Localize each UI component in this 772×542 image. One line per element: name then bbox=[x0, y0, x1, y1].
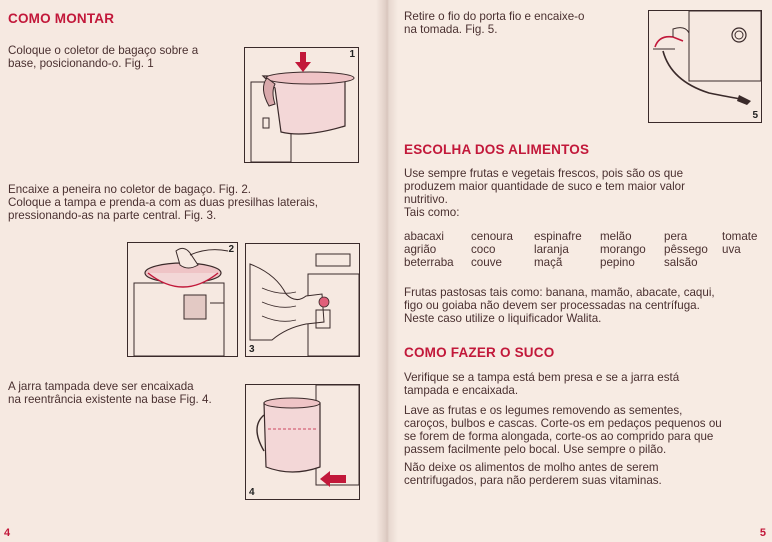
heading-escolha-alimentos: ESCOLHA DOS ALIMENTOS bbox=[404, 142, 590, 157]
food-cell: morango bbox=[600, 243, 646, 256]
fig4-drawing bbox=[246, 385, 359, 499]
foods-row bbox=[404, 230, 766, 243]
food-cell: uva bbox=[722, 243, 741, 256]
figure-4 bbox=[245, 384, 360, 500]
foods-table bbox=[404, 230, 766, 269]
fig4-number: 4 bbox=[249, 487, 255, 498]
pasty-fruits-text: Frutas pastosas tais como: banana, mamão, abacate, caqui, figo ou goiaba não devem ser processadas na centrífuga. Neste caso utilize o liquificador Walita. bbox=[404, 286, 715, 325]
juice-paragraph-2: Lave as frutas e os legumes removendo as sementes, caroços, bulbos e cascas. Corte-os em pedaços pequenos ou se forem de forma alongada, corte-os ao comprido para que passem facilmente pelo bocal. Use sempre o pilão. bbox=[404, 404, 722, 456]
heading-como-montar: COMO MONTAR bbox=[8, 11, 115, 26]
food-cell: laranja bbox=[534, 243, 569, 256]
food-cell: abacaxi bbox=[404, 230, 444, 243]
food-cell: pera bbox=[664, 230, 688, 243]
page-number-left: 4 bbox=[4, 527, 11, 539]
right-page bbox=[386, 0, 772, 542]
figure-1 bbox=[244, 47, 359, 163]
food-cell: pepino bbox=[600, 256, 635, 269]
food-cell: beterraba bbox=[404, 256, 454, 269]
step2-text: Encaixe a peneira no coletor de bagaço. Fig. 2. Coloque a tampa e prenda-a com as duas presilhas laterais, pressionando-as na parte central. Fig. 3. bbox=[8, 183, 318, 222]
foods-intro-text: Use sempre frutas e vegetais frescos, pois são os que produzem maior quantidade de suco e tem maior valor nutritivo. Tais como: bbox=[404, 167, 685, 219]
fig3-number: 3 bbox=[249, 344, 255, 355]
figure-5 bbox=[648, 10, 762, 123]
book-gutter bbox=[376, 0, 398, 542]
food-cell: melão bbox=[600, 230, 632, 243]
food-cell: pêssego bbox=[664, 243, 708, 256]
food-cell: cenoura bbox=[471, 230, 513, 243]
heading-como-fazer-suco: COMO FAZER O SUCO bbox=[404, 345, 555, 360]
food-cell: maçã bbox=[534, 256, 563, 269]
food-cell: agrião bbox=[404, 243, 437, 256]
figure-2 bbox=[127, 242, 238, 357]
foods-row bbox=[404, 256, 766, 269]
fig2-number: 2 bbox=[228, 244, 234, 255]
juice-paragraph-3: Não deixe os alimentos de molho antes de serem centrifugados, para não perderem suas vitaminas. bbox=[404, 461, 662, 487]
fig5-number: 5 bbox=[752, 110, 758, 121]
food-cell: espinafre bbox=[534, 230, 582, 243]
fig1-number: 1 bbox=[349, 49, 355, 60]
fig1-drawing bbox=[245, 48, 358, 162]
food-cell: coco bbox=[471, 243, 496, 256]
juice-paragraph-1: Verifique se a tampa está bem presa e se a jarra está tampada e encaixada. bbox=[404, 371, 680, 397]
food-cell: salsão bbox=[664, 256, 698, 269]
foods-row bbox=[404, 243, 766, 256]
page-number-right: 5 bbox=[759, 527, 766, 539]
food-cell: tomate bbox=[722, 230, 758, 243]
fig3-drawing bbox=[246, 244, 359, 356]
intro-text: Retire o fio do porta fio e encaixe-o na tomada. Fig. 5. bbox=[404, 10, 585, 36]
food-cell: couve bbox=[471, 256, 502, 269]
fig5-drawing bbox=[649, 11, 761, 122]
fig2-drawing bbox=[128, 243, 237, 356]
figure-3 bbox=[245, 243, 360, 357]
food-cell bbox=[722, 256, 766, 269]
step3-text: A jarra tampada deve ser encaixada na reentrância existente na base Fig. 4. bbox=[8, 380, 212, 406]
step1-text: Coloque o coletor de bagaço sobre a base, posicionando-o. Fig. 1 bbox=[8, 44, 199, 70]
